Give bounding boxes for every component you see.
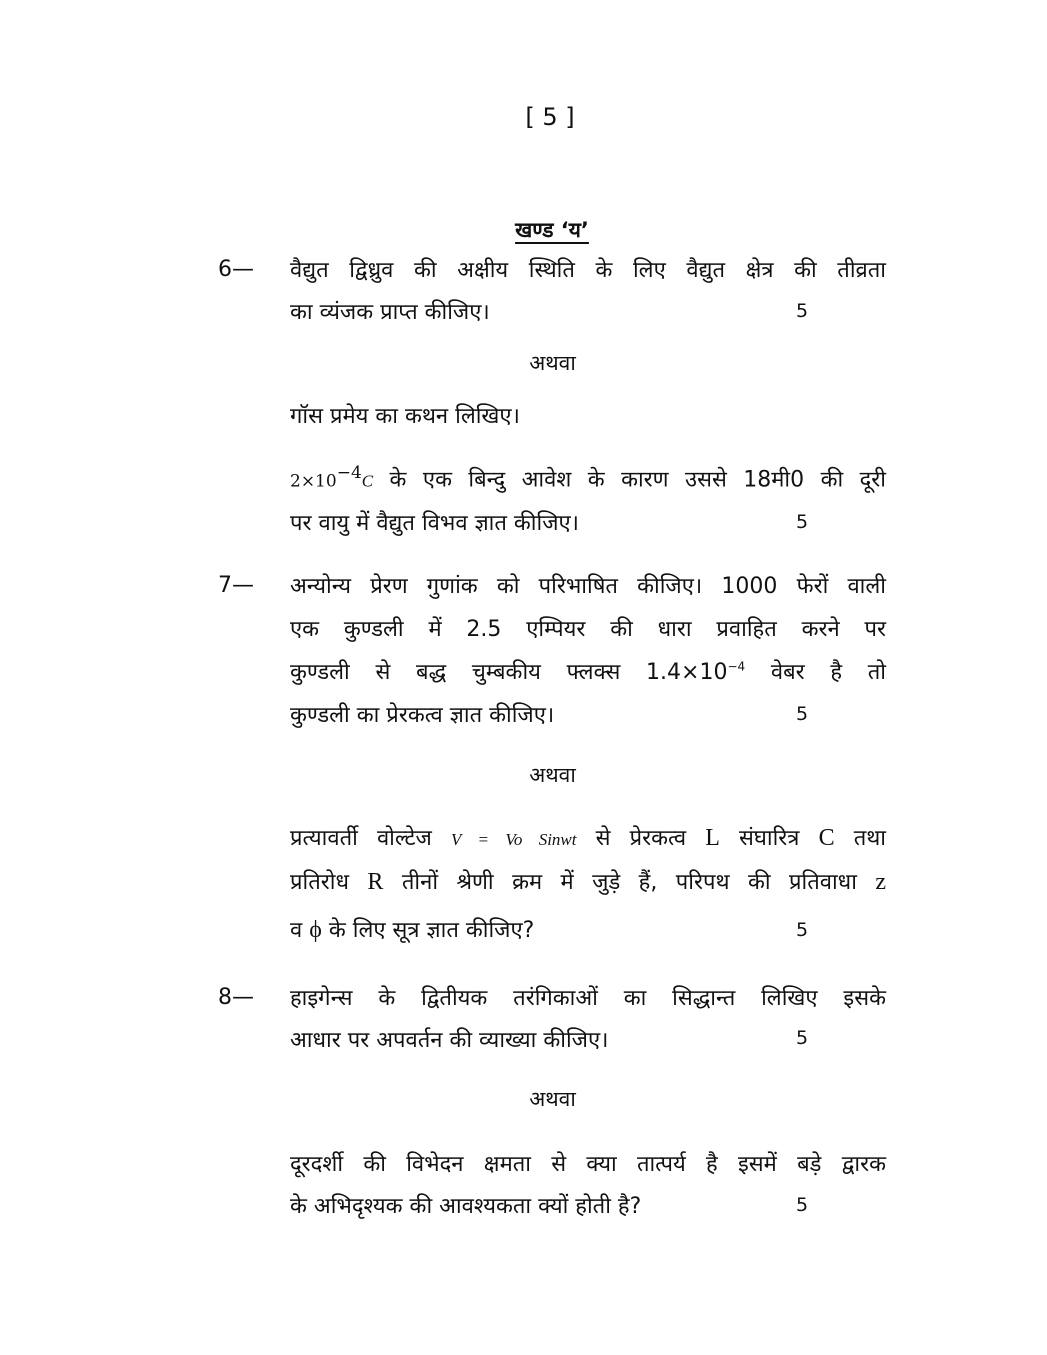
question-7-alt-marks: 5 [796, 919, 809, 941]
question-6-alt-line-2 [290, 463, 886, 493]
charge-unit: C [361, 471, 374, 491]
question-7-alt-line-3-a: व [290, 918, 310, 943]
question-7-alt-line-1-b: से प्रेरकत्व [576, 826, 706, 851]
or-label-1: अथवा [529, 351, 576, 375]
flux-exponent: −4 [727, 659, 746, 674]
question-7-line-1: अन्योन्य प्रेरण गुणांक को परिभाषित कीजिए। 1000 फेरों वाली [290, 574, 886, 599]
question-7-alt-line-2-b: तीनों श्रेणी क्रम में जुड़े हैं, परिपथ की प्रतिवाधा [383, 870, 876, 895]
question-7-alt-line-1-d: तथा [834, 826, 886, 851]
question-7-alt-line-1 [290, 822, 886, 852]
question-7-alt-line-2 [290, 866, 886, 896]
charge-base: 2×10 [290, 471, 337, 492]
section-title-text: खण्ड ‘य’ [515, 218, 589, 242]
question-6-number: 6— [218, 257, 254, 282]
capacitance-symbol: C [818, 825, 835, 851]
question-6-marks: 5 [796, 300, 809, 322]
question-6-line-1: वैद्युत द्विध्रुव की अक्षीय स्थिति के लिए वैद्युत क्षेत्र की तीव्रता [290, 258, 886, 283]
question-8-marks: 5 [796, 1027, 809, 1049]
question-8-line-2: आधार पर अपवर्तन की व्याख्या कीजिए। [290, 1028, 609, 1053]
impedance-symbol: z [875, 869, 886, 895]
question-7-line-2: एक कुण्डली में 2.5 एम्पियर की धारा प्रवाहित करने पर [290, 617, 886, 642]
ac-voltage-formula: V = Vo Sinwt [451, 830, 577, 849]
question-8-number: 8— [218, 985, 254, 1010]
question-7-alt-line-3-b: के लिए सूत्र ज्ञात कीजिए? [321, 918, 535, 943]
resistance-symbol: R [367, 869, 384, 895]
section-title [0, 216, 1047, 244]
question-7-alt-line-1-a: प्रत्यावर्ती वोल्टेज [290, 826, 452, 851]
phase-symbol: ϕ [309, 917, 322, 943]
question-6-alt-line-3: पर वायु में वैद्युत विभव ज्ञात कीजिए। [290, 511, 580, 536]
question-7-line-4: कुण्डली का प्रेरकत्व ज्ञात कीजिए। [290, 703, 555, 728]
charge-exponent: −4 [336, 463, 362, 483]
question-7-alt-line-2-a: प्रतिरोध [290, 870, 368, 895]
question-7-line-3-a: कुण्डली से बद्ध चुम्बकीय फ्लक्स 1.4×10 [290, 660, 728, 685]
question-8-alt-marks: 5 [796, 1194, 809, 1216]
question-8-line-1: हाइगेन्स के द्वितीयक तरंगिकाओं का सिद्धान्त लिखिए इसके [290, 986, 886, 1011]
question-7-marks: 5 [796, 703, 809, 725]
question-7-line-3 [290, 656, 886, 686]
inductance-symbol: L [705, 825, 720, 851]
question-8-alt-line-1: दूरदर्शी की विभेदन क्षमता से क्या तात्पर्य है इसमें बड़े द्वारक [290, 1152, 886, 1177]
page-number: [ 5 ] [525, 103, 575, 131]
question-6-alt-marks: 5 [796, 511, 809, 533]
question-6-alt-line-1: गॉस प्रमेय का कथन लिखिए। [290, 404, 520, 429]
question-7-line-3-b: वेबर है तो [745, 660, 886, 685]
question-8-alt-line-2: के अभिदृश्यक की आवश्यकता क्यों होती है? [290, 1194, 642, 1219]
or-label-3: अथवा [529, 1087, 576, 1111]
question-7-alt-line-1-c: संघारित्र [719, 826, 819, 851]
question-7-number: 7— [218, 573, 254, 598]
question-6-line-2: का व्यंजक प्राप्त कीजिए। [290, 300, 490, 325]
or-label-2: अथवा [529, 763, 576, 787]
question-6-alt-line-2-rest: के एक बिन्दु आवेश के कारण उससे 18मी0 की दूरी [373, 467, 886, 493]
